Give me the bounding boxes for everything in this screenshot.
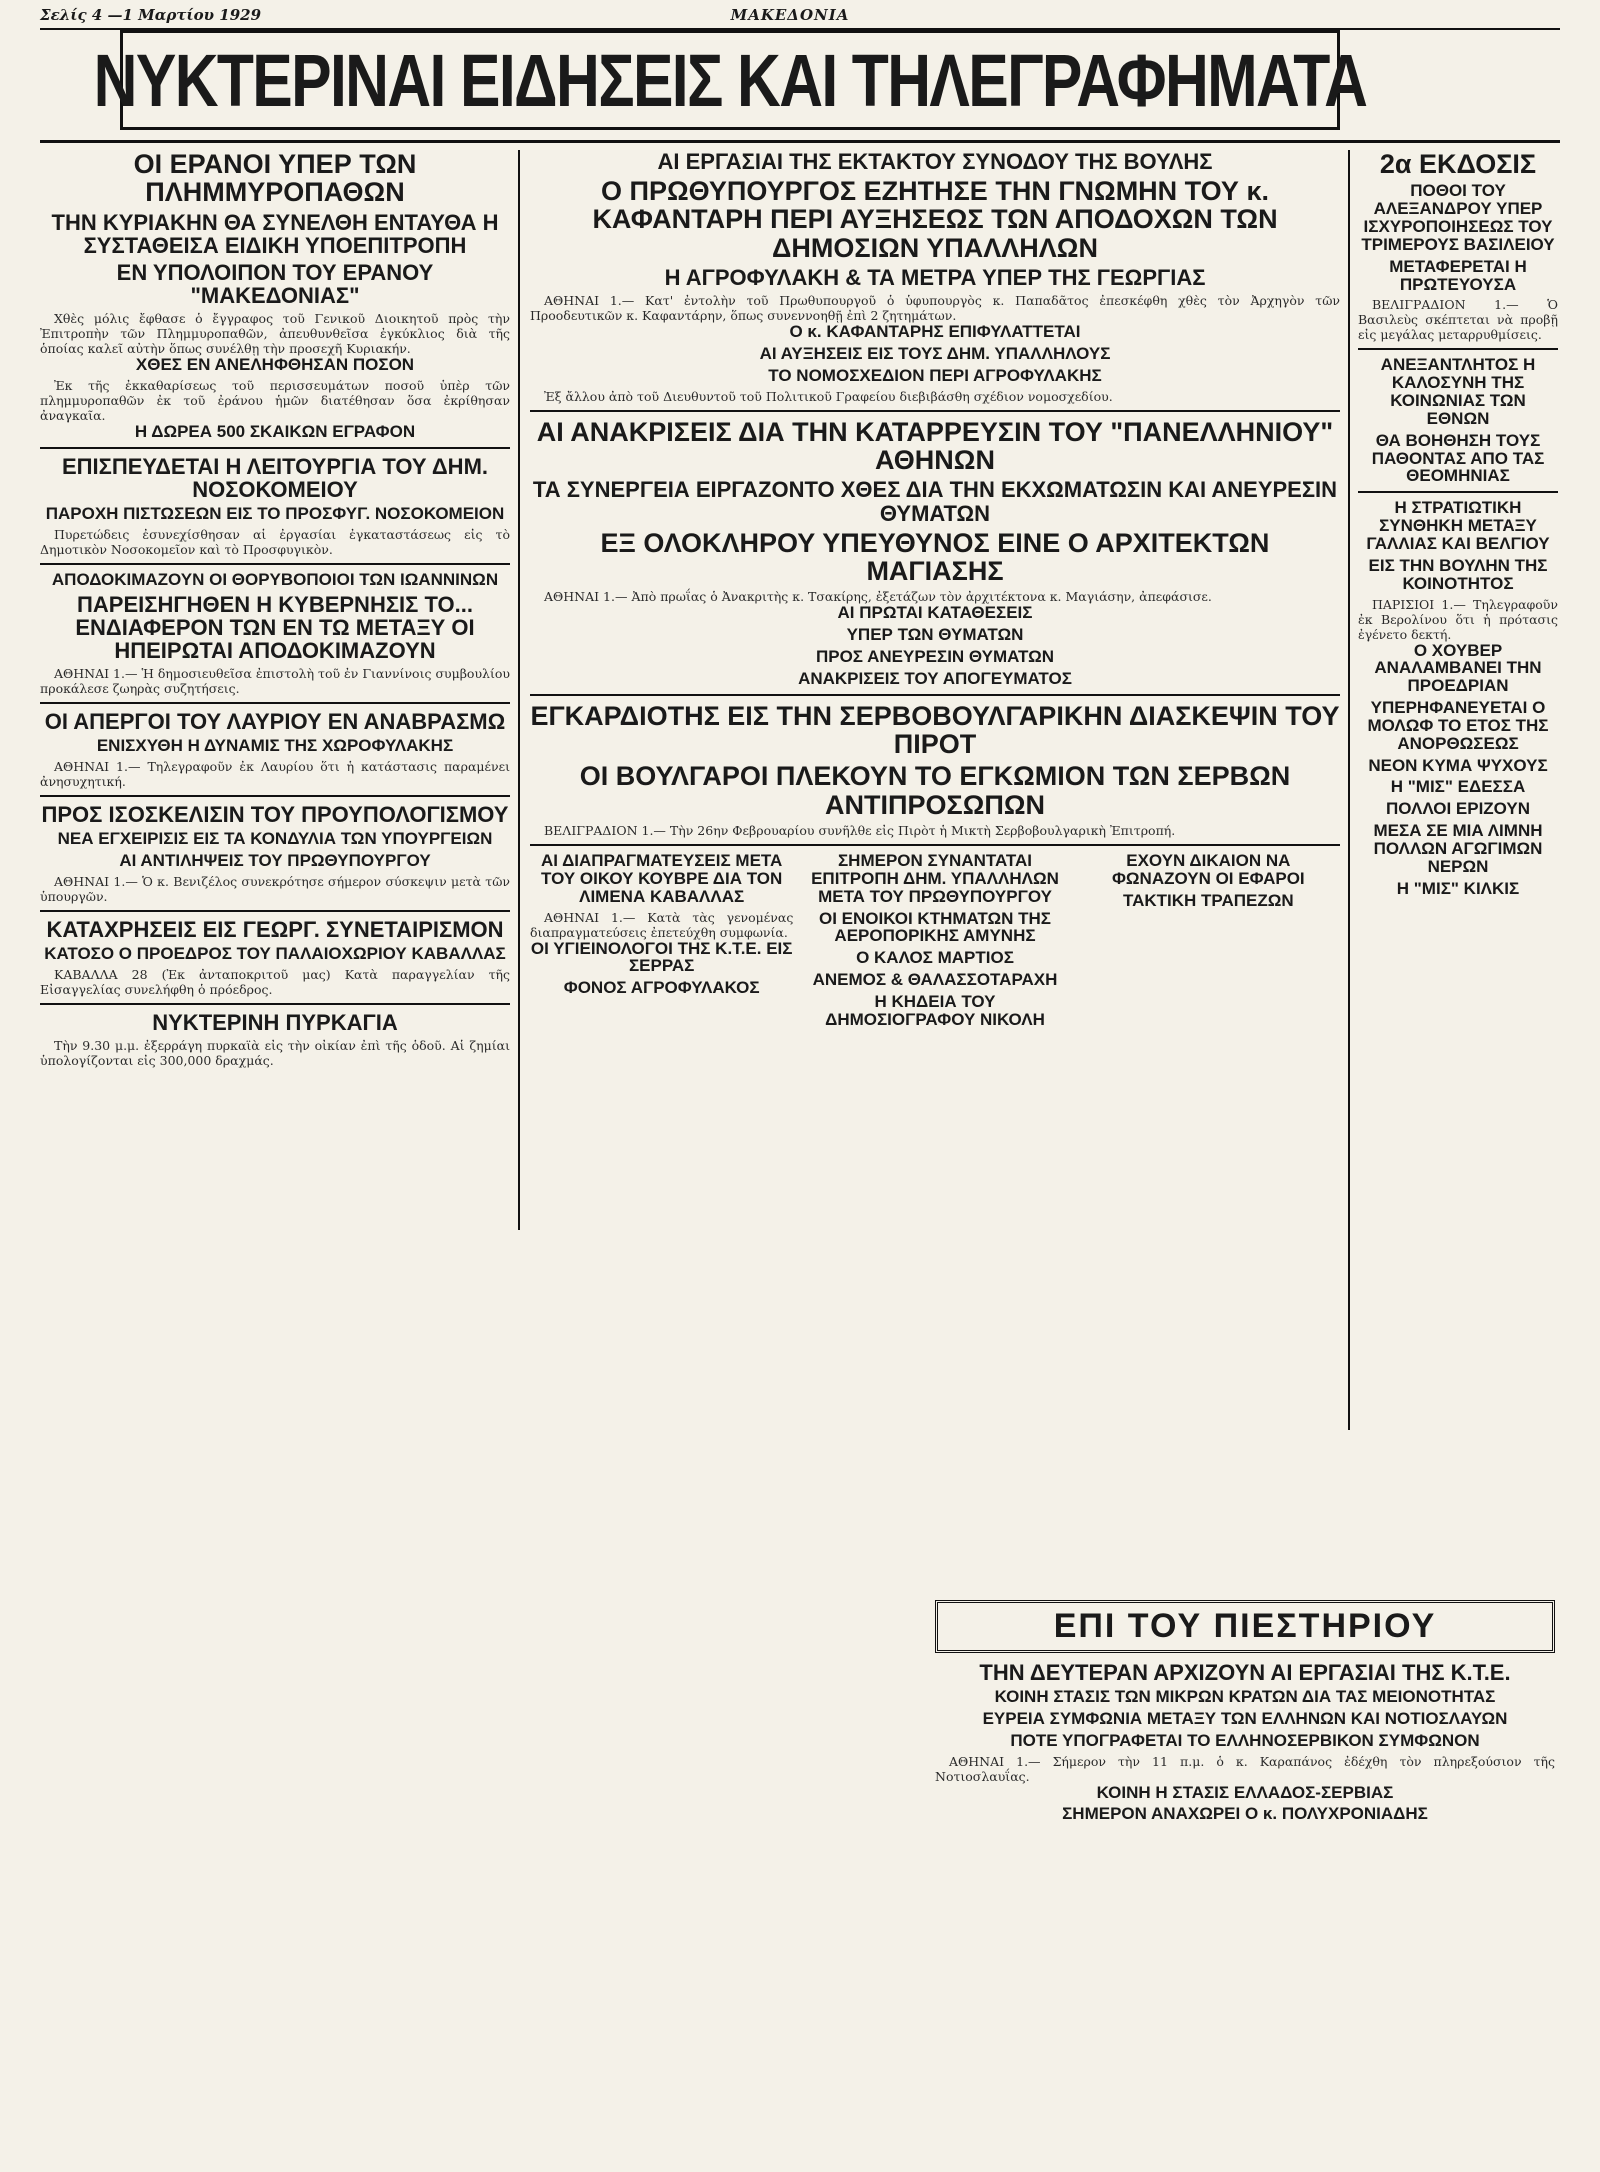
- headline-proypologismou: ΠΡΟΣ ΙΣΟΣΚΕΛΙΣΙΝ ΤΟΥ ΠΡΟΥΠΟΛΟΓΙΣΜΟΥ: [41, 801, 509, 827]
- headline-enoikoi: ΟΙ ΕΝΟΙΚΟΙ ΚΤΗΜΑΤΩΝ ΤΗΣ ΑΕΡΟΠΟΡΙΚΗΣ ΑΜΥΝΗΣ: [819, 908, 1051, 946]
- subhead-magiasis: ΕΞ ΟΛΟΚΛΗΡΟΥ ΥΠΕΥΘΥΝΟΣ ΕΙΝΕ Ο ΑΡΧΙΤΕΚΤΩΝ ΜΑΓΙΑΣΗΣ: [600, 527, 1270, 586]
- subhead-ipirotai: ΠΑΡΕΙΣΗΓΗΘΕΝ Η ΚΥΒΕΡΝΗΣΙΣ ΤΟ... ΕΝΔΙΑΦΕΡΟΝ ΤΩΝ ΕΝ ΤΩ ΜΕΤΑΞΥ ΟΙ ΗΠΕΙΡΩΤΑΙ ΑΠΟΔΟΚΙΜΑΖΟΥΝ: [75, 591, 475, 663]
- subhead-dorea: Η ΔΩΡΕΑ 500 ΣΚΑΙΚΩΝ ΕΓΡΑΦΟΝ: [134, 421, 416, 441]
- subhead-protevousa: ΜΕΤΑΦΕΡΕΤΑΙ Η ΠΡΩΤΕΥΟΥΣΑ: [1389, 256, 1527, 294]
- headline-fonos: ΦΟΝΟΣ ΑΓΡΟΦΥΛΑΚΟΣ: [563, 978, 760, 998]
- subhead-trapezon: ΤΑΚΤΙΚΗ ΤΡΑΠΕΖΩΝ: [1122, 890, 1294, 910]
- subhead-kyriaki: ΤΗΝ ΚΥΡΙΑΚΗΝ ΘΑ ΣΥΝΕΛΘΗ ΕΝΤΑΥΘΑ Η ΣΥΣΤΑΘΕΙΣΑ ΕΙΔΙΚΗ ΥΠΟΕΠΙΤΡΟΠΗ: [51, 209, 499, 258]
- subhead-nomosxedion: ΤΟ ΝΟΜΟΣΧΕΔΙΟΝ ΠΕΡΙ ΑΓΡΟΦΥΛΑΚΗΣ: [768, 365, 1102, 385]
- headline-martios: Ο ΚΑΛΟΣ ΜΑΡΤΙΟΣ: [856, 948, 1014, 968]
- subhead-polychroniadis: ΣΗΜΕΡΟΝ ΑΝΑΧΩΡΕΙ Ο κ. ΠΟΛΥΧΡΟΝΙΑΔΗΣ: [1062, 1804, 1428, 1824]
- article-poson-text: Ἐκ τῆς ἐκκαθαρίσεως τοῦ περισσευμάτων ποσοῦ ὑπὲρ τῶν πλημμυροπαθῶν ἐκ τοῦ ἐράνου ἡμῶν διατέθησαν ὅσα ἐκρίθησαν ἀναγκαῖα.: [40, 377, 510, 423]
- headline-ethnon: ΑΝΕΞΑΝΤΛΗΤΟΣ Η ΚΑΛΟΣΥΝΗ ΤΗΣ ΚΟΙΝΩΝΙΑΣ ΤΩΝ ΕΘΝΩΝ: [1380, 355, 1536, 428]
- folio-date: Σελίς 4 —1 Μαρτίου 1929: [40, 6, 262, 24]
- headline-miss-edessa: Η "ΜΙΣ" ΕΔΕΣΣΑ: [1390, 777, 1526, 797]
- headline-lavriou: ΟΙ ΑΠΕΡΓΟΙ ΤΟΥ ΛΑΥΡΙΟΥ ΕΝ ΑΝΑΒΡΑΣΜΩ: [44, 708, 506, 734]
- banner-title: ΝΥΚΤΕΡΙΝΑΙ ΕΙΔΗΣΕΙΣ ΚΑΙ ΤΗΛΕΓΡΑΦΗΜΑΤΑ: [93, 38, 1367, 122]
- headline-ekdosis: 2α ΕΚΔΟΣΙΣ: [1379, 150, 1537, 179]
- folio-masthead: ΜΑΚΕΔΟΝΙΑ: [730, 6, 850, 24]
- subhead-afxiseis: ΑΙ ΑΥΞΗΣΕΙΣ ΕΙΣ ΤΟΥΣ ΔΗΜ. ΥΠΑΛΛΗΛΟΥΣ: [759, 344, 1111, 364]
- separator: [40, 910, 510, 912]
- col-divider-1: [518, 150, 520, 1230]
- separator: [530, 694, 1340, 696]
- article-ioannina-text: ΑΘΗΝΑΙ 1.— Ἡ δημοσιευθεῖσα ἐπιστολὴ τοῦ ἐν Γιαννίνοις συμβουλίου προκάλεσε ζωηρὰς συζητήσεις.: [40, 665, 510, 696]
- column-center: [530, 150, 1340, 1590]
- article-lavrio-text: ΑΘΗΝΑΙ 1.— Τηλεγραφοῦν ἐκ Λαυρίου ὅτι ἡ κατάστασις παραμένει ἀνησυχητική.: [40, 758, 510, 789]
- subhead-synergeia: ΤΑ ΣΥΝΕΡΓΕΙΑ ΕΙΡΓΑΖΟΝΤΟ ΧΘΕΣ ΔΙΑ ΤΗΝ ΕΚΧΩΜΑΤΩΣΙΝ ΚΑΙ ΑΝΕΥΡΕΣΙΝ ΘΥΜΑΤΩΝ: [532, 477, 1338, 526]
- press-box: ΕΠΙ ΤΟΥ ΠΙΕΣΤΗΡΙΟΥ: [935, 1600, 1555, 1653]
- subhead-anemos: ΑΝΕΜΟΣ & ΘΑΛΑΣΣΟΤΑΡΑΧΗ: [812, 970, 1058, 990]
- headline-molof: ΥΠΕΡΗΦΑΝΕΥΕΤΑΙ Ο ΜΟΛΩΦ ΤΟ ΕΤΟΣ ΤΗΣ ΑΝΟΡΘΩΣΕΩΣ: [1367, 698, 1549, 753]
- article-panellinion-text: ΑΘΗΝΑΙ 1.— Ἀπὸ πρωΐας ὁ Ἀνακριτὴς κ. Τσακίρης, ἐξετάζων τὸν ἀρχιτέκτονα κ. Μαγιάσην, ἀπεφάσισε.: [544, 589, 1212, 605]
- column-left: [40, 150, 510, 2160]
- subhead-anelifthisan: ΧΘΕΣ ΕΝ ΑΝΕΛΗΦΘΗΣΑΝ ΠΟΣΟΝ: [135, 355, 415, 375]
- article-synodos-text: ΑΘΗΝΑΙ 1.— Κατ' ἐντολὴν τοῦ Πρωθυπουργοῦ ὁ ὑφυπουργὸς κ. Παπαδᾶτος ἐπεσκέφθη χθὲς τὸν Ἀρχηγὸν τῶν Προοδευτικῶν κ. Καφαντάρην, ὅπως συνεννοηθῇ ἐπὶ 2 ζητημάτων.: [530, 293, 1340, 324]
- headline-eranoi: ΟΙ ΕΡΑΝΟΙ ΥΠΕΡ ΤΩΝ ΠΛΗΜΜΥΡΟΠΑΘΩΝ: [133, 150, 417, 208]
- subhead-xorofylakis: ΕΝΙΣΧΥΘΗ Η ΔΥΝΑΜΙΣ ΤΗΣ ΧΩΡΟΦΥΛΑΚΗΣ: [96, 736, 454, 755]
- article-pirot-text: ΒΕΛΙΓΡΑΔΙΟΝ 1.— Τὴν 26ην Φεβρουαρίου συνῆλθε εἰς Πιρὸτ ἡ Μικτὴ Σερβοβουλγαρικὴ Ἐπιτροπή.: [544, 823, 1176, 839]
- headline-kouvre: ΑΙ ΔΙΑΠΡΑΓΜΑΤΕΥΣΕΙΣ ΜΕΤΑ ΤΟΥ ΟΙΚΟΥ ΚΟΥΒΡΕ ΔΙΑ ΤΟΝ ΛΙΜΕΝΑ ΚΑΒΑΛΛΑΣ: [540, 851, 783, 906]
- headline-katachriseis: ΚΑΤΑΧΡΗΣΕΙΣ ΕΙΣ ΓΕΩΡΓ. ΣΥΝΕΤΑΙΡΙΣΜΟΝ: [46, 916, 504, 942]
- subhead-symfonia: ΕΥΡΕΙΑ ΣΥΜΦΩΝΙΑ ΜΕΤΑΞΥ ΤΩΝ ΕΛΛΗΝΩΝ ΚΑΙ ΝΟΤΙΟΣΛΑΥΩΝ: [982, 1708, 1508, 1728]
- subhead-apogevmatos: ΑΝΑΚΡΙΣΕΙΣ ΤΟΥ ΑΠΟΓΕΥΜΑΤΟΣ: [798, 668, 1072, 688]
- subhead-meionotitas: ΚΟΙΝΗ ΣΤΑΣΙΣ ΤΩΝ ΜΙΚΡΩΝ ΚΡΑΤΩΝ ΔΙΑ ΤΑΣ ΜΕΙΟΝΟΤΗΤΑΣ: [994, 1687, 1496, 1707]
- article-synthiki-text: ΠΑΡΙΣΙΟΙ 1.— Τηλεγραφοῦν ἐκ Βερολίνου ὅτι ἡ πρότασις ἐγένετο δεκτή.: [1358, 596, 1558, 642]
- headline-ygieinologoi: ΟΙ ΥΓΙΕΙΝΟΛΟΓΟΙ ΤΗΣ Κ.Τ.Ε. ΕΙΣ ΣΕΡΡΑΣ: [530, 938, 793, 976]
- headline-panelliniou: ΑΙ ΑΝΑΚΡΙΣΕΙΣ ΔΙΑ ΤΗΝ ΚΑΤΑΡΡΕΥΣΙΝ ΤΟΥ "ΠΑΝΕΛΛΗΝΙΟΥ" ΑΘΗΝΩΝ: [536, 416, 1334, 476]
- article-pyrkagia-text: Τὴν 9.30 μ.μ. ἐξερράγη πυρκαϊὰ εἰς τὴν οἰκίαν ἐπὶ τῆς ὁδοῦ. Αἱ ζημίαι ὑπολογίζονται εἰς 300,000 δραχμάς.: [40, 1037, 510, 1068]
- subhead-theomenias: ΘΑ ΒΟΗΘΗΣΗ ΤΟΥΣ ΠΑΘΟΝΤΑΣ ΑΠΟ ΤΑΣ ΘΕΟΜΗΝΙΑΣ: [1371, 430, 1545, 486]
- separator: [40, 563, 510, 565]
- separator: [40, 795, 510, 797]
- subhead-agrofylaki: Η ΑΓΡΟΦΥΛΑΚΗ & ΤΑ ΜΕΤΡΑ ΥΠΕΡ ΤΗΣ ΓΕΩΡΓΙΑΣ: [664, 265, 1206, 291]
- banner-rule: [40, 140, 1560, 143]
- subhead-antilipseis: ΑΙ ΑΝΤΙΛΗΨΕΙΣ ΤΟΥ ΠΡΩΘΥΠΟΥΡΓΟΥ: [119, 850, 431, 870]
- separator: [1358, 491, 1558, 493]
- article-eranoi-text: Χθὲς μόλις ἔφθασε ὁ ἔγγραφος τοῦ Γενικοῦ Διοικητοῦ πρὸς τὴν Ἐπιτροπὴν τῶν Πλημμυροπαθῶν, ἀπευθυνθεῖσα ἐγκύκλιος διὰ τῆς ὁποίας καλεῖ αὐτὴν ὅπως συνέλθῃ τὴν προσεχῆ Κυριακήν.: [40, 311, 510, 357]
- headline-miss-kilkis: Η "ΜΙΣ" ΚΙΛΚΙΣ: [1396, 878, 1520, 898]
- page-banner: [93, 30, 1367, 130]
- article-kte-text: ΑΘΗΝΑΙ 1.— Σήμερον τὴν 11 π.μ. ὁ κ. Καραπάνος ἐδέχθη τὸν πληρεξούσιον τῆς Νοτιοσλαυΐας.: [935, 1753, 1555, 1784]
- headline-nosokomeio: ΕΠΙΣΠΕΥΔΕΤΑΙ Η ΛΕΙΤΟΥΡΓΙΑ ΤΟΥ ΔΗΜ. ΝΟΣΟΚΟΜΕΙΟΥ: [61, 453, 489, 502]
- headline-limni: ΜΕΣΑ ΣΕ ΜΙΑ ΛΙΜΝΗ ΠΟΛΛΩΝ ΑΓΩΓΙΜΩΝ ΝΕΡΩΝ: [1373, 821, 1543, 876]
- headline-psychous: ΝΕΟΝ ΚΥΜΑ ΨΥΧΟΥΣ: [1368, 755, 1548, 775]
- col-divider-2: [1348, 150, 1350, 1430]
- article-kavala-text: ΚΑΒΑΛΛΑ 28 (Ἐκ ἀνταποκριτοῦ μας) Κατὰ παραγγελίαν τῆς Εἰσαγγελίας συνελήφθη ὁ πρόεδρος.: [40, 966, 510, 997]
- article-nomosxedion-text: Ἐξ ἄλλου ἀπὸ τοῦ Διευθυντοῦ τοῦ Πολιτικοῦ Γραφείου διεβιβάσθη σχέδιον νομοσχεδίου.: [544, 388, 1113, 404]
- headline-synantatai: ΣΗΜΕΡΟΝ ΣΥΝΑΝΤΑΤΑΙ ΕΠΙΤΡΟΠΗ ΔΗΜ. ΥΠΑΛΛΗΛΩΝ ΜΕΤΑ ΤΟΥ ΠΡΩΘΥΠΟΥΡΓΟΥ: [811, 851, 1059, 906]
- headline-synodou: ΑΙ ΕΡΓΑΣΙΑΙ ΤΗΣ ΕΚΤΑΚΤΟΥ ΣΥΝΟΔΟΥ ΤΗΣ ΒΟΥΛΗΣ: [657, 150, 1213, 174]
- folio: [40, 4, 1540, 26]
- separator: [530, 410, 1340, 412]
- article-budget-text: ΑΘΗΝΑΙ 1.— Ὁ κ. Βενιζέλος συνεκρότησε σήμερον σύσκεψιν μετὰ τῶν ὑπουργῶν.: [40, 873, 510, 904]
- separator: [1358, 348, 1558, 350]
- separator: [530, 844, 1340, 846]
- subhead-stasis: ΚΟΙΝΗ Η ΣΤΑΣΙΣ ΕΛΛΑΔΟΣ-ΣΕΡΒΙΑΣ: [1096, 1782, 1394, 1802]
- subhead-voulgaroi: ΟΙ ΒΟΥΛΓΑΡΟΙ ΠΛΕΚΟΥΝ ΤΟ ΕΓΚΩΜΙΟΝ ΤΩΝ ΣΕΡΒΩΝ ΑΝΤΙΠΡΟΣΩΠΩΝ: [579, 761, 1291, 820]
- subhead-kafantaris: Ο κ. ΚΑΦΑΝΤΑΡΗΣ ΕΠΙΦΥΛΑΤΤΕΤΑΙ: [789, 322, 1081, 342]
- headline-kideia: Η ΚΗΔΕΙΑ ΤΟΥ ΔΗΜΟΣΙΟΓΡΑΦΟΥ ΝΙΚΟΛΗ: [825, 991, 1045, 1029]
- headline-pyrkagia: ΝΥΚΤΕΡΙΝΗ ΠΥΡΚΑΓΙΑ: [152, 1009, 398, 1035]
- subhead-pistoseon: ΠΑΡΟΧΗ ΠΙΣΤΩΣΕΩΝ ΕΙΣ ΤΟ ΠΡΟΣΦΥΓ. ΝΟΣΟΚΟΜΕΙΟΝ: [45, 503, 505, 523]
- subhead-alexandrou: ΠΟΘΟΙ ΤΟΥ ΑΛΕΞΑΝΔΡΟΥ ΥΠΕΡ ΙΣΧΥΡΟΠΟΙΗΣΕΩΣ ΤΟΥ ΤΡΙΜΕΡΟΥΣ ΒΑΣΙΛΕΙΟΥ: [1361, 181, 1555, 254]
- headline-eforoi: ΕΧΟΥΝ ΔΙΚΑΙΟΝ ΝΑ ΦΩΝΑΖΟΥΝ ΟΙ ΕΦΑΡΟΙ: [1111, 851, 1305, 888]
- subhead-kondylia: ΝΕΑ ΕΓΧΕΙΡΙΣΙΣ ΕΙΣ ΤΑ ΚΟΝΔΥΛΙΑ ΤΩΝ ΥΠΟΥΡΓΕΙΩΝ: [57, 828, 493, 848]
- article-kouvre-text: ΑΘΗΝΑΙ 1.— Κατὰ τὰς γενομένας διαπραγματεύσεις ἐπετεύχθη συμφωνία.: [530, 909, 794, 940]
- headline-protothypourgos: Ο ΠΡΩΘΥΠΟΥΡΓΟΣ ΕΖΗΤΗΣΕ ΤΗΝ ΓΝΩΜΗΝ ΤΟΥ κ. ΚΑΦΑΝΤΑΡΗ ΠΕΡΙ ΑΥΞΗΣΕΩΣ ΤΩΝ ΑΠΟΔΟΧΩΝ ΤΩΝ ΔΗΜΟΣΙΩΝ ΥΠΑΛΛΗΛΩΝ: [592, 176, 1278, 263]
- subhead-thymaton: ΥΠΕΡ ΤΩΝ ΘΥΜΑΤΩΝ: [846, 625, 1024, 645]
- subhead-kataseseis: ΑΙ ΠΡΩΤΑΙ ΚΑΤΑΘΕΣΕΙΣ: [837, 603, 1033, 623]
- headline-hoover: Ο ΧΟΥΒΕΡ ΑΝΑΛΑΜΒΑΝΕΙ ΤΗΝ ΠΡΟΕΔΡΙΑΝ: [1374, 640, 1542, 696]
- subhead-anevresin: ΠΡΟΣ ΑΝΕΥΡΕΣΙΝ ΘΥΜΑΤΩΝ: [815, 647, 1055, 666]
- subhead-ypografetai: ΠΟΤΕ ΥΠΟΓΡΑΦΕΤΑΙ ΤΟ ΕΛΛΗΝΟΣΕΡΒΙΚΟΝ ΣΥΜΦΩΝΟΝ: [1010, 1730, 1480, 1750]
- separator: [40, 447, 510, 449]
- headline-kte: ΤΗΝ ΔΕΥΤΕΡΑΝ ΑΡΧΙΖΟΥΝ ΑΙ ΕΡΓΑΣΙΑΙ ΤΗΣ Κ.Τ.Ε.: [979, 1660, 1511, 1685]
- article-alexandros-text: ΒΕΛΙΓΡΑΔΙΟΝ 1.— Ὁ Βασιλεὺς σκέπτεται νὰ προβῇ εἰς μεγάλας μεταρρυθμίσεις.: [1358, 297, 1558, 343]
- column-right: [1358, 150, 1558, 1580]
- bottom-block: [935, 1600, 1555, 2160]
- headline-pirot: ΕΓΚΑΡΔΙΟΤΗΣ ΕΙΣ ΤΗΝ ΣΕΡΒΟΒΟΥΛΓΑΡΙΚΗΝ ΔΙΑΣΚΕΨΙΝ ΤΟΥ ΠΙΡΟΤ: [530, 700, 1340, 760]
- separator: [40, 1003, 510, 1005]
- article-nosokomeio-text: Πυρετώδεις ἐσυνεχίσθησαν αἱ ἐργασίαι ἐγκαταστάσεως εἰς τὸ Δημοτικὸν Νοσοκομεῖον καὶ τὸ Προσφυγικὸν.: [40, 526, 510, 557]
- separator: [40, 702, 510, 704]
- subhead-erizoun: ΠΟΛΛΟΙ ΕΡΙΖΟΥΝ: [1385, 799, 1531, 819]
- subhead-koinotitos: ΕΙΣ ΤΗΝ ΒΟΥΛΗΝ ΤΗΣ ΚΟΙΝΟΤΗΤΟΣ: [1368, 555, 1548, 593]
- subhead-makedonias: ΕΝ ΥΠΟΛΟΙΠΟΝ ΤΟΥ ΕΡΑΝΟΥ "ΜΑΚΕΔΟΝΙΑΣ": [116, 259, 434, 308]
- subhead-proedros: ΚΑΤΟΣΟ Ο ΠΡΟΕΔΡΟΣ ΤΟΥ ΠΑΛΑΙΟΧΩΡΙΟΥ ΚΑΒΑΛΛΑΣ: [44, 943, 506, 963]
- headline-ioanninon: ΑΠΟΔΟΚΙΜΑΖΟΥΝ ΟΙ ΘΟΡΥΒΟΠΟΙΟΙ ΤΩΝ ΙΩΑΝΝΙΝΩΝ: [51, 569, 499, 589]
- headline-synthiki: Η ΣΤΡΑΤΙΩΤΙΚΗ ΣΥΝΘΗΚΗ ΜΕΤΑΞΥ ΓΑΛΛΙΑΣ ΚΑΙ ΒΕΛΓΙΟΥ: [1366, 498, 1550, 553]
